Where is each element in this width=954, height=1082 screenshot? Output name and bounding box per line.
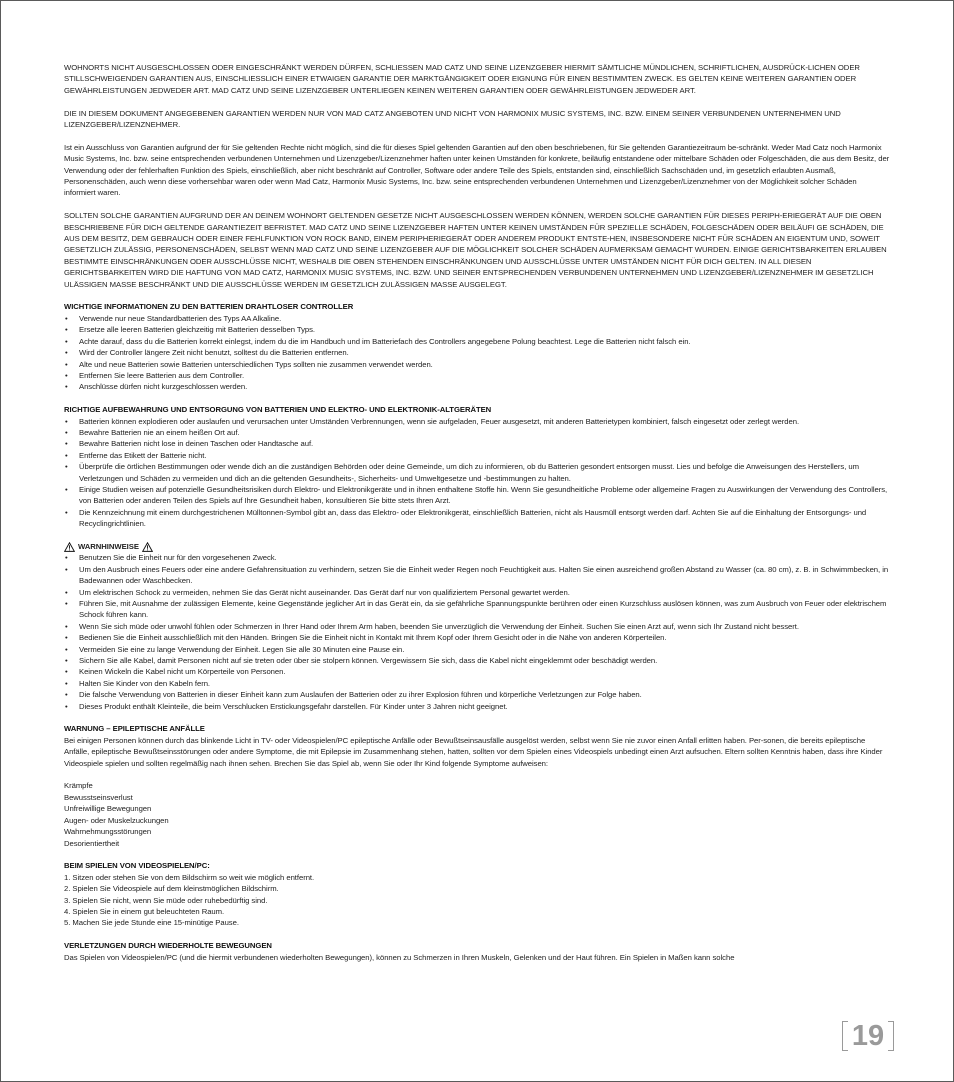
list-item: • Entfernen Sie leere Batterien aus dem Controller. [64, 370, 890, 381]
page-number [842, 1019, 894, 1053]
warning-triangle-icon [142, 542, 153, 552]
list-item: • Benutzen Sie die Einheit nur für den vorgesehenen Zweck. [64, 552, 890, 563]
warning-triangle-icon [64, 542, 75, 552]
bracket-left-icon [842, 1021, 848, 1051]
list-item: • Dieses Produkt enthält Kleinteile, die beim Verschlucken Erstickungsgefahr darstellen. Für Kinder unter 3 Jahren nicht geeignet. [64, 701, 890, 712]
warnings-heading: WARNHINWEISE [78, 541, 139, 551]
list-item: • Halten Sie Kinder von den Kabeln fern. [64, 678, 890, 689]
list-item: • Alte und neue Batterien sowie Batterien unterschiedlichen Typs sollten nie zusammen verwendet werden. [64, 359, 890, 370]
list-item: • Um elektrischen Schock zu vermeiden, nehmen Sie das Gerät nicht auseinander. Das Gerät darf nur von qualifiziertem Personal gewartet werden. [64, 587, 890, 598]
list-item: • Wenn Sie sich müde oder unwohl fühlen oder Schmerzen in Ihrer Hand oder Ihrem Arm haben, beenden Sie unverzüglich die Verwendung der Einheit. Suchen Sie einen Arzt auf, wenn sich Ihr Zustand nicht bessert. [64, 621, 890, 632]
warnings-heading-line [64, 541, 890, 552]
symptom-item: Unfreiwillige Bewegungen [64, 804, 152, 814]
warranty-paragraph-4: SOLLTEN SOLCHE GARANTIEN AUFGRUND DER AN DEINEM WOHNORT GELTENDEN GESETZE NICHT AUSGESCHLOSSEN WERDEN KÖNNEN, WERDEN SOLCHE GARANTIEN FÜR DIESES PERIPH-ERIEGERÄT AUF DIE OBEN BESCHRIEBENE FÜR DICH GELTENDE GARANTIEZEIT BEFRISTET. MAD CATZ UND SEINE LIZENZGEBER HAFTEN UNTER KEINEN UMSTÄNDEN FÜR SPEZIELLE SCHÄDEN, FOLGESCHÄDEN ODER BEILÄUFI GE SCHÄDEN, DIE AUS DEM BESITZ, DEM GEBRAUCH ODER EINER FEHLFUNKTION VON ROCK BAND, EINEM PERIPHERIEGERÄT ODER ANDEREM PRODUKT ENTSTE-HEN, INSBESONDERE NICHT FÜR SCHÄDEN AN EIGENTUM UND, SOWEIT GESETZLICH ZULÄSSIG, PERSONENSCHÄDEN, SELBST WENN MAD CATZ UND SEINE LIZENZGEBER AUF DIE MÖGLICHKEIT SOLCHER SCHÄDEN AUFMERKSAM GEMACHT WURDEN. EINIGE GERICHTSBARKEITEN ERLAUBEN BESTIMMTE EINSCHRÄNKUNGEN ODER AUSSCHLÜSSE NICHT, WESHALB DIE OBEN STEHENDEN EINSCHRÄNKUNGEN UND AUSSCHLÜSSE UNTER UMSTÄNDEN NICHT FÜR DICH GELTEN. IN ALL DIESEN GERICHTSBARKEITEN WIRD DIE HAFTUNG VON MAD CATZ, HARMONIX MUSIC SYSTEMS, INC. BZW. UND SEINER ENTSPRECHENDEN VERBUNDENEN UNTERNEHMEN UND LIZENZGEBER/LIZENZNEHMER IM GESETZLICH ULÄSSIGEN MASSE BESCHRÄNKT UND DIE AUSSCHLÜSSE WERDEN IM GESETZLICH ZULÄSSIGEN MASSE AUSGELEGT. [64, 211, 887, 289]
symptom-item: Wahrnehmungsstörungen [64, 827, 152, 837]
bracket-right-icon [888, 1021, 894, 1051]
rsi-heading: VERLETZUNGEN DURCH WIEDERHOLTE BEWEGUNGEN [64, 941, 272, 951]
disposal-heading: RICHTIGE AUFBEWAHRUNG UND ENTSORGUNG VON BATTERIEN UND ELEKTRO- UND ELEKTRONIK-ALTGERÄTEN [64, 405, 492, 415]
step-item: 3. Spielen Sie nicht, wenn Sie müde oder ruhebedürftig sind. [64, 895, 268, 905]
epilepsy-text: Bei einigen Personen können durch das blinkende Licht in TV- oder Videospielen/PC epileptische Anfälle oder Bewußtseinsausfälle ausgelöst werden, selbst wenn Sie nie zuvor einen Anfall erlitten haben. Per-sonen, die bereits epileptische Anfälle, epileptische Bewußtseinsstörungen oder andere Symptome, die mit Epilepsie im Zusammenhang stehen, hatten, sollten vor dem Spielen eines Videospiels unbedingt einen Arzt aufsuchen. Eltern sollten Kenntnis haben, dass ihre Kinder Videospiele spielen und sollten regelmäßig nach ihnen sehen. Brechen Sie das Spiel ab, wenn Sie oder Ihr Kind folgende Symptome aufweisen: [64, 735, 883, 768]
playing-steps [64, 872, 890, 929]
symptom-item: Augen- oder Muskelzuckungen [64, 815, 169, 825]
list-item: • Bewahre Batterien nie an einem heißen Ort auf. [64, 427, 890, 438]
symptom-item: Krämpfe [64, 781, 93, 791]
list-item: • Batterien können explodieren oder auslaufen und verursachen unter Umständen Verbrennungen, wenn sie aufgeladen, Feuer ausgesetzt, mit anderen Batterietypen kombiniert, falsch eingesetzt oder zerlegt werden. [64, 416, 890, 427]
list-item: • Bedienen Sie die Einheit ausschließlich mit den Händen. Bringen Sie die Einheit nicht in Kontakt mit Ihrem Kopf oder Ihrem Gesicht oder in die Nähe von anderen Körperteilen. [64, 632, 890, 643]
step-item: 1. Sitzen oder stehen Sie von dem Bildschirm so weit wie möglich entfernt. [64, 872, 315, 882]
list-item: • Verwende nur neue Standardbatterien des Typs AA Alkaline. [64, 313, 890, 324]
list-item: • Wird der Controller längere Zeit nicht benutzt, solltest du die Batterien entfernen. [64, 347, 890, 358]
list-item: • Achte darauf, dass du die Batterien korrekt einlegst, indem du die im Handbuch und im Batteriefach des Controllers angegebene Polung beachtest. Lege die Batterien nicht falsch ein. [64, 336, 890, 347]
epilepsy-heading: WARNUNG – EPILEPTISCHE ANFÄLLE [64, 724, 205, 734]
list-item: • Entferne das Etikett der Batterie nicht. [64, 450, 890, 461]
symptom-item: Desorientiertheit [64, 838, 120, 848]
list-item: • Bewahre Batterien nicht lose in deinen Taschen oder Handtasche auf. [64, 438, 890, 449]
list-item: • Um den Ausbruch eines Feuers oder eine andere Gefahrensituation zu verhindern, setzen Sie die Einheit weder Regen noch Feuchtigkeit aus. Halten Sie einen ausreichend großen Abstand zu Wasser (ca. 80 cm), z. B. in Schwimmbecken, in Badewannen oder Waschbecken. [64, 564, 890, 587]
warranty-paragraph-2: DIE IN DIESEM DOKUMENT ANGEGEBENEN GARANTIEN WERDEN NUR VON MAD CATZ ANGEBOTEN UND NICHT VON HARMONIX MUSIC SYSTEMS, INC. BZW. EINEM SEINER VERBUNDENEN UNTERNEHMEN UND LIZENZGEBER/LIZENZNEHMER. [64, 108, 841, 130]
rsi-text: Das Spielen von Videospielen/PC (und die hiermit verbundenen wiederholten Bewegungen), können zu Schmerzen in Ihren Muskeln, Gelenken und der Haut führen. Ein Spielen in Maßen kann solche [64, 952, 735, 962]
step-item: 2. Spielen Sie Videospiele auf dem kleinstmöglichen Bildschirm. [64, 884, 279, 894]
list-item: • Keinen Wickeln die Kabel nicht um Körperteile von Personen. [64, 666, 890, 677]
list-item: • Die falsche Verwendung von Batterien in dieser Einheit kann zum Auslaufen der Batterien oder zu ihrer Explosion führen und körperliche Verletzungen zur Folge haben. [64, 689, 890, 700]
list-item: • Sichern Sie alle Kabel, damit Personen nicht auf sie treten oder über sie stolpern können. Vergewissern Sie sich, dass die Kabel nicht eingeklemmt oder beschädigt werden. [64, 655, 890, 666]
symptom-item: Bewusstseinsverlust [64, 792, 133, 802]
disposal-list [64, 416, 890, 530]
warranty-paragraph-1: WOHNORTS NICHT AUSGESCHLOSSEN ODER EINGESCHRÄNKT WERDEN DÜRFEN, SCHLIESSEN MAD CATZ UND SEINE LIZENZGEBER HIERMIT SÄMTLICHE MÜNDLICHEN, SCHRIFTLICHEN, AUSDRÜCK-LICHEN ODER STILLSCHWEIGENDEN GARANTIEN AUS, EINSCHLIESSLICH EINER ETWAIGEN GARANTIE DER MARKTGÄNGIGKEIT ODER EIGNUNG FÜR EINEN BESTIMMTEN ZWECK. ES GELTEN KEINE WEITEREN GARANTIEN ODER GEWÄHRLEISTUNGEN JEDWEDER ART. MAD CATZ UND SEINE LIZENZGEBER UNTERLIEGEN KEINEN WEITEREN GARANTIEN ODER GEWÄHRLEISTUNGEN JEDWEDER ART. [64, 63, 860, 95]
list-item: • Vermeiden Sie eine zu lange Verwendung der Einheit. Legen Sie alle 30 Minuten eine Pause ein. [64, 644, 890, 655]
list-item: • Einige Studien weisen auf potenzielle Gesundheitsrisiken durch Elektro- und Elektronikgeräte und in ihnen enthaltene Stoffe hin. Wenn Sie gesundheitliche Probleme oder allgemeine Fragen zu Auswirkungen der Verwendung des Controllers, von Batterien oder anderen Teilen des Spiels auf Ihre Gesundheit haben, konsultieren Sie bitte stets Ihren Arzt. [64, 484, 890, 507]
batteries-list [64, 313, 890, 393]
list-item: • Führen Sie, mit Ausnahme der zulässigen Elemente, keine Gegenstände jeglicher Art in das Gerät ein, da sie gefährliche Spannungspunkte berühren oder einen Kurzschluss auslösen können, was zum Ausbruch von Feuer oder elektrischem Schock führen kann. [64, 598, 890, 621]
step-item: 5. Machen Sie jede Stunde eine 15-minütige Pause. [64, 918, 239, 928]
warranty-paragraph-3: Ist ein Ausschluss von Garantien aufgrund der für Sie geltenden Rechte nicht möglich, sind die für dieses Spiel geltenden Garantien auf den oben beschriebenen, für Sie geltenden Garantiezeitraum be-schränkt. Weder Mad Catz noch Harmonix Music Systems, Inc. bzw. seine entsprechenden verbundenen Unternehmen und Lizenzgeber/Lizenznehmer haften unter keinen Umständen für konkrete, beiläufig entstandene oder mittelbare Schäden oder Folgeschäden, die aus dem Besitz, der Verwendung oder der fehlerhaften Funktion des Spiels, einschließlich, aber nicht beschränkt auf Controller, Software oder andere Teile des Spiels, entstanden sind, einschließlich Sachschäden und, im gesetzlich erlaubten Ausmaß, Personenschäden, auch wenn diese vorhersehbar waren oder wenn Mad Catz, Harmonix Music Systems, Inc. bzw. seine entsprechenden verbundenen Unternehmen und Lizenzgeber/Lizenznehmer von der Möglichkeit solcher Schäden informiert waren. [64, 142, 890, 198]
batteries-heading: WICHTIGE INFORMATIONEN ZU DEN BATTERIEN DRAHTLOSER CONTROLLER [64, 302, 354, 312]
warnings-list [64, 552, 890, 712]
playing-heading: BEIM SPIELEN VON VIDEOSPIELEN/PC: [64, 861, 210, 871]
step-item: 4. Spielen Sie in einem gut beleuchteten Raum. [64, 906, 225, 916]
list-item: • Überprüfe die örtlichen Bestimmungen oder wende dich an die zuständigen Behörden oder deine Gemeinde, um dich zu informieren, ob du Batterien gesondert entsorgen musst. Lies und befolge die Anweisungen des Herstellers, um Verletzungen und Schäden zu vermeiden und dich an die geltenden Gesundheits-, Sicherheits- und Umweltgesetze und -bestimmungen zu halten. [64, 461, 890, 484]
list-item: • Ersetze alle leeren Batterien gleichzeitig mit Batterien desselben Typs. [64, 324, 890, 335]
page-number-value: 19 [851, 1020, 885, 1052]
page-content [64, 62, 890, 963]
list-item: • Anschlüsse dürfen nicht kurzgeschlossen werden. [64, 381, 890, 392]
symptom-list [64, 780, 890, 848]
list-item: • Die Kennzeichnung mit einem durchgestrichenen Mülltonnen-Symbol gibt an, dass das Elektro- oder Elektronikgerät, einschließlich Batterien, nicht als Hausmüll entsorgt werden darf. Achten Sie auf die Einhaltung der Entsorgungs- und Recyclingrichtlinien. [64, 507, 890, 530]
